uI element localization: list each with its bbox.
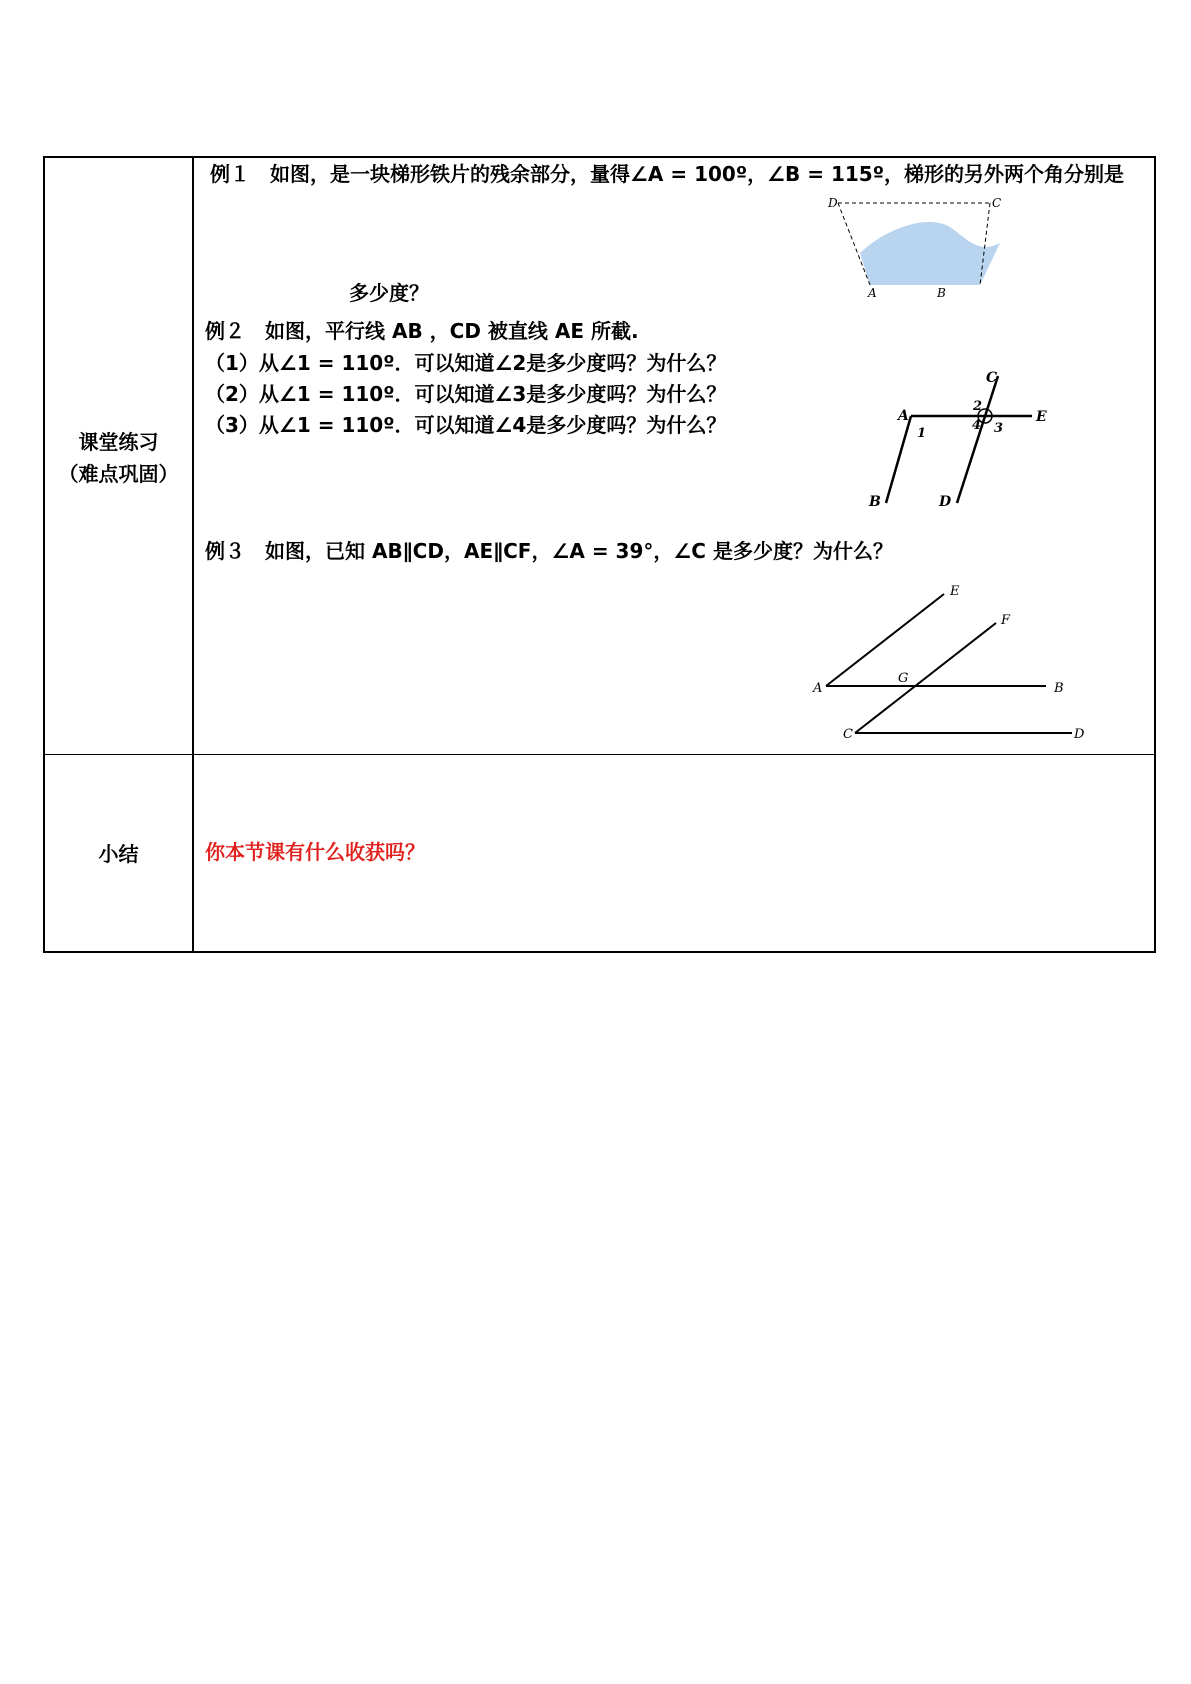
iron-sheet-shape: [860, 222, 1000, 285]
row-divider: [45, 754, 1154, 755]
label-E: E: [950, 584, 960, 599]
angle-label-3: 3: [994, 421, 1004, 436]
row-label-summary: 小结: [98, 842, 139, 866]
label-E: E: [1036, 409, 1047, 425]
example2-question-2: （2）从∠1 = 110º．可以知道∠3是多少度吗？为什么？: [205, 382, 727, 406]
label-B: B: [1054, 681, 1064, 696]
line-CF: [855, 623, 996, 733]
label-F: F: [1001, 613, 1011, 628]
example2-parallel-lines-figure: [855, 370, 1055, 520]
label-C: C: [986, 370, 998, 386]
angle-label-2: 2: [973, 399, 983, 414]
label-B: B: [869, 494, 881, 510]
example2-question-1: （1）从∠1 = 110º．可以知道∠2是多少度吗？为什么？: [205, 351, 727, 375]
line-AE: [826, 594, 944, 686]
label-A: A: [813, 681, 823, 696]
row-label-practice: [45, 426, 192, 490]
label-A: A: [868, 286, 877, 300]
example2-question-3: （3）从∠1 = 110º．可以知道∠4是多少度吗？为什么？: [205, 413, 727, 437]
example3-text-line1: 例３ 如图，已知 AB∥CD，AE∥CF，∠A = 39°，∠C 是多少度？为什么？: [205, 539, 893, 563]
example3-parallel-lines-figure: [800, 578, 1100, 738]
example1-trapezoid-figure: [820, 195, 1010, 305]
column-divider: [192, 158, 194, 951]
example1-text-line1: 例１ 如图，是一块梯形铁片的残余部分，量得∠A = 100º，∠B = 115º，梯形的另外两个角分别是: [210, 162, 1125, 186]
label-D: D: [939, 494, 952, 510]
angle-label-4: 4: [972, 418, 982, 433]
summary-question: 你本节课有什么收获吗？: [205, 840, 425, 864]
line-CD: [957, 376, 998, 503]
label-C: C: [992, 196, 1002, 210]
example2-text-line1: 例２ 如图，平行线 AB ，CD 被直线 AE 所截.: [205, 319, 639, 343]
angle-label-1: 1: [917, 426, 927, 441]
label-B: B: [937, 286, 946, 300]
label-D: D: [1074, 727, 1085, 738]
example1-text-line2: 多少度？: [349, 281, 429, 305]
label-C: C: [843, 727, 853, 738]
trapezoid-side-left: [838, 203, 870, 285]
row-label-practice-line2: （难点巩固）: [58, 462, 179, 486]
label-G: G: [898, 671, 909, 686]
line-AB: [886, 416, 911, 503]
row-label-practice-line1: 课堂练习: [78, 430, 159, 454]
label-A: A: [898, 408, 909, 424]
label-D: D: [828, 196, 838, 210]
